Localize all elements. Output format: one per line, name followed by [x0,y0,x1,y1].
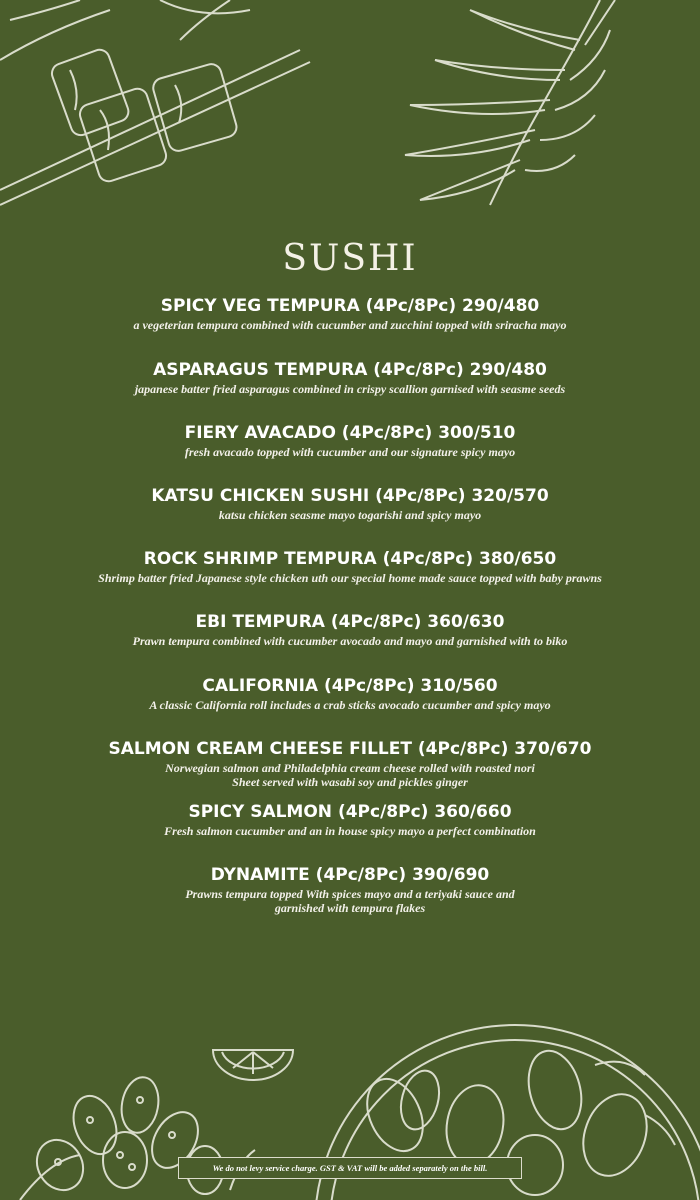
menu-item-desc: fresh avacado topped with cucumber and our signature spicy mayo [184,445,516,459]
menu-item-desc: A classic California roll includes a crab sticks avocado cucumber and spicy mayo [149,698,551,712]
skewer-illustration [0,0,320,210]
menu-item [0,739,700,789]
leaf-illustration [340,0,620,210]
menu-item-name: ASPARAGUS TEMPURA (4Pc/8Pc) 290/480 [153,360,547,380]
menu-item [0,612,700,648]
menu-item [0,296,700,332]
menu-item-name: ROCK SHRIMP TEMPURA (4Pc/8Pc) 380/650 [143,549,557,569]
menu-item-desc: Prawns tempura topped With spices mayo and a teriyaki sauce and garnished with tempura flakes [185,887,515,915]
menu-item-name: SALMON CREAM CHEESE FILLET (4Pc/8Pc) 370/670 [108,739,592,759]
menu-item [0,676,700,712]
menu-item-name: SPICY VEG TEMPURA (4Pc/8Pc) 290/480 [160,296,540,316]
menu-item [0,423,700,459]
menu-item [0,549,700,585]
menu-item-name: EBI TEMPURA (4Pc/8Pc) 360/630 [195,612,505,632]
menu-item-name: FIERY AVACADO (4Pc/8Pc) 300/510 [184,423,516,443]
menu-item-desc: japanese batter fried asparagus combined in crispy scallion garnised with seasme seeds [134,382,566,396]
page-title: SUSHI [282,238,418,279]
menu-item-desc: Norwegian salmon and Philadelphia cream cheese rolled with roasted nori Sheet served with wasabi soy and pickles ginger [165,761,535,789]
menu-item-desc: Prawn tempura combined with cucumber avocado and mayo and garnished with to biko [132,634,568,648]
menu-item-name: KATSU CHICKEN SUSHI (4Pc/8Pc) 320/570 [151,486,549,506]
menu-item-desc: Fresh salmon cucumber and an in house spicy mayo a perfect combination [164,824,536,838]
service-charge-note: We do not levy service charge. GST & VAT will be added separately on the bill. [178,1157,522,1179]
menu-item-desc: katsu chicken seasme mayo togarishi and spicy mayo [218,508,482,522]
menu-item [0,360,700,396]
menu-item [0,802,700,838]
lemon-slice-illustration [208,1030,298,1090]
menu-item [0,865,700,915]
menu-item-desc: a vegeterian tempura combined with cucumber and zucchini topped with sriracha mayo [133,318,567,332]
menu-item [0,486,700,522]
menu-item-name: SPICY SALMON (4Pc/8Pc) 360/660 [188,802,512,822]
menu-item-name: DYNAMITE (4Pc/8Pc) 390/690 [210,865,490,885]
menu-item-name: CALIFORNIA (4Pc/8Pc) 310/560 [202,676,498,696]
menu-item-desc: Shrimp batter fried Japanese style chicken uth our special home made sauce topped with baby prawns [98,571,602,585]
